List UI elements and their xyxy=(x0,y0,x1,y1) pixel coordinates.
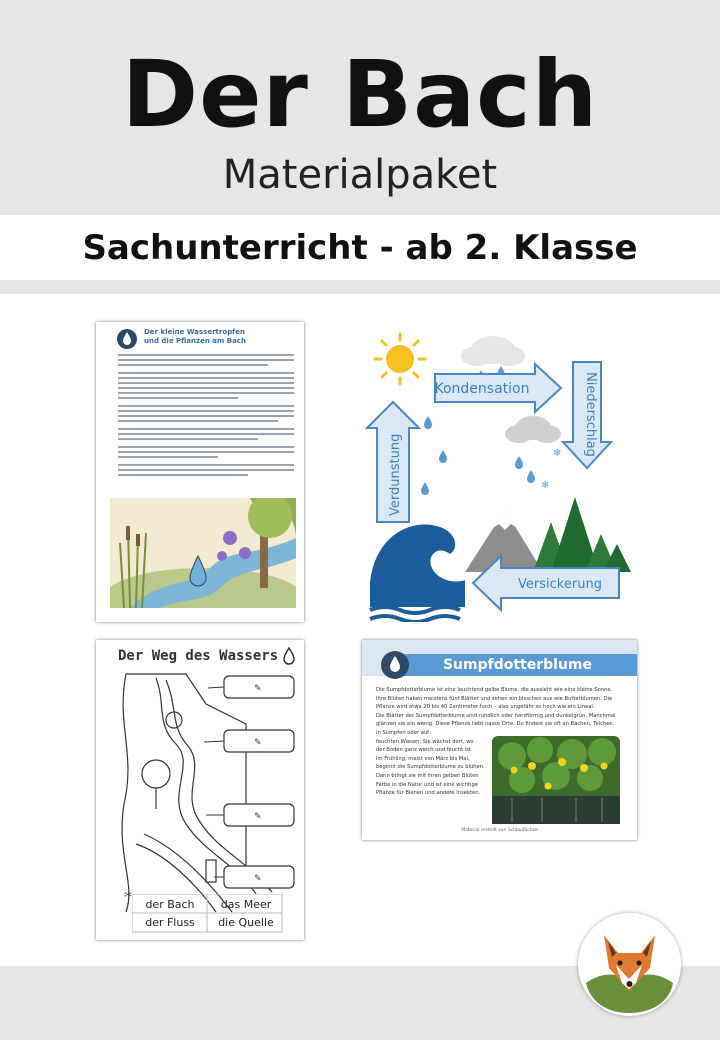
sun-icon xyxy=(375,334,425,384)
page-title: Der Bach xyxy=(121,41,599,148)
word-cell: der Bach xyxy=(145,898,195,911)
preview-story-page xyxy=(96,322,304,622)
kondensation-arrow xyxy=(435,364,562,412)
water-drop-icon xyxy=(280,646,298,666)
plant-card-title-bar xyxy=(398,654,637,676)
fox-logo-icon xyxy=(578,913,681,1016)
scissors-icon: ✂ xyxy=(124,890,133,901)
niederschlag-label: Niederschlag xyxy=(583,372,598,457)
water-drop-icon xyxy=(116,328,138,350)
plant-card xyxy=(362,640,637,840)
subject-band-text: Sachunterricht - ab 2. Klasse xyxy=(82,228,638,268)
svg-text:✎: ✎ xyxy=(254,738,262,748)
tree-icons xyxy=(533,497,631,572)
verdunstung-arrow xyxy=(367,402,419,522)
word-cell: das Meer xyxy=(220,898,272,911)
cloud-icon xyxy=(505,416,561,491)
plant-card-text: Die Sumpfdotterblume ist eine leuchtend gelbe Blume, die aussieht wie eine kleine Sonne. Ihre Blüten haben meistens fünf Blätter und sehen ein bisschen aus wie Butterblumen. Die Pflanze wird etwa 20 bis 40 Zentimeter hoch – also ungefähr so hoch wie ein Lineal. Die Blätter der Sumpfdotterblume sind rundlich oder herzförmig und dunkelgrün. Manchmal glänzen sie ein wenig. Diese Pflanze liebt nasse Orte. Du findest sie oft an Bächen, Teichen, in Sümpfen oder auf feuchten Wiesen. Sie wächst dort, wo der Boden ganz weich und feucht ist. Im Frühling, meist von März bis Mai, beginnt die Sumpfdotterblume zu blühen. Dann bringt sie mit ihren gelben Blüten Farbe in die Natur und ist eine wichtige Pflanze für Bienen und andere Insekten. xyxy=(376,687,616,797)
svg-text:❄: ❄ xyxy=(553,448,562,459)
niederschlag-arrow xyxy=(563,362,611,468)
water-cycle-diagram xyxy=(365,322,635,622)
page-subtitle: Materialpaket xyxy=(222,152,498,198)
wave-icon xyxy=(370,524,465,622)
kondensation-label: Kondensation xyxy=(434,381,530,397)
plant-card-footer: Material erstellt von Schlaufüchse xyxy=(461,828,538,833)
word-grid xyxy=(133,894,283,932)
marsh-marigold-photo xyxy=(492,736,620,824)
header xyxy=(0,0,720,215)
answer-boxes xyxy=(96,670,304,900)
word-cell: der Fluss xyxy=(145,916,195,929)
divider-strip xyxy=(0,280,720,294)
svg-text:✎: ✎ xyxy=(254,874,262,884)
versickerung-label: Versickerung xyxy=(518,577,602,592)
verdunstung-label: Verdunstung xyxy=(388,433,403,516)
worksheet-title: Der Weg des Wassers xyxy=(118,648,279,664)
svg-text:✎: ✎ xyxy=(254,812,262,822)
svg-text:✎: ✎ xyxy=(254,684,262,694)
preview-story-title: Der kleine Wassertropfen und die Pflanzen am Bach xyxy=(144,328,246,345)
water-drop-icon xyxy=(380,650,410,680)
word-cell: die Quelle xyxy=(218,916,274,929)
svg-text:❄: ❄ xyxy=(541,480,550,491)
plant-card-title: Sumpfdotterblume xyxy=(442,657,593,673)
stream-illustration xyxy=(110,498,296,608)
mountain-icon xyxy=(465,510,543,572)
